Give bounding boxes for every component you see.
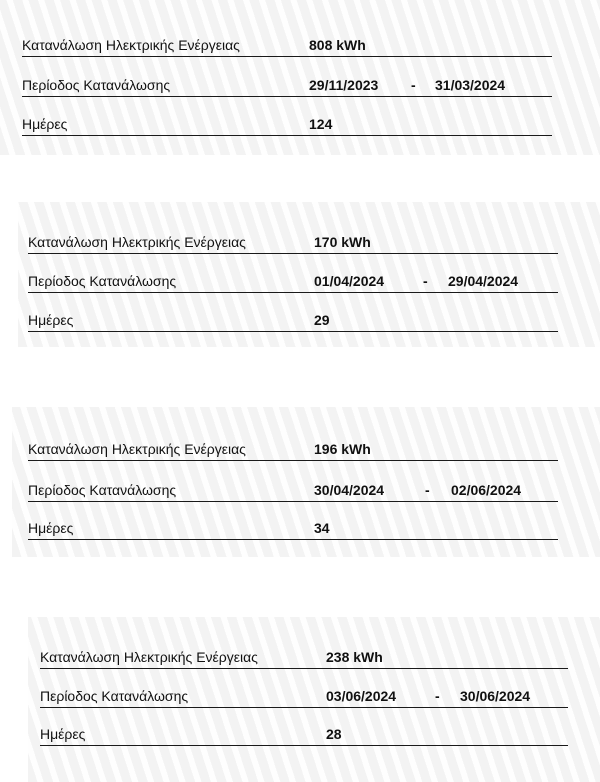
consumption-label: Κατανάλωση Ηλεκτρικής Ενέργειας [40,649,258,665]
days-label: Ημέρες [22,116,68,132]
days-row [22,109,552,136]
period-separator: - [425,482,430,498]
period-end: 29/04/2024 [448,273,519,289]
consumption-value: 170 kWh [314,234,371,250]
consumption-label: Κατανάλωση Ηλεκτρικής Ενέργειας [22,37,240,53]
consumption-label: Κατανάλωση Ηλεκτρικής Ενέργειας [28,441,246,457]
period-row [40,681,568,708]
consumption-row [28,227,558,254]
days-row [28,305,558,332]
period-label: Περίοδος Κατανάλωσης [40,688,189,704]
period-separator: - [435,688,440,704]
days-label: Ημέρες [28,520,74,536]
days-row [40,719,568,746]
consumption-record-2 [18,202,600,347]
consumption-row [28,434,558,461]
consumption-record-4 [28,617,600,782]
period-start: 29/11/2023 [309,77,379,93]
days-value: 34 [314,520,330,536]
period-start: 01/04/2024 [314,273,385,289]
consumption-value: 238 kWh [326,649,383,665]
period-label: Περίοδος Κατανάλωσης [22,77,171,93]
period-separator: - [411,77,416,93]
days-value: 29 [314,312,330,328]
period-row [22,70,552,97]
consumption-record-1 [0,0,600,155]
period-label: Περίοδος Κατανάλωσης [28,482,177,498]
period-start: 03/06/2024 [326,688,397,704]
period-end: 02/06/2024 [451,482,522,498]
consumption-row [40,642,568,669]
period-row [28,475,558,502]
period-end: 31/03/2024 [435,77,506,93]
days-value: 28 [326,726,342,742]
consumption-row [22,30,552,57]
consumption-label: Κατανάλωση Ηλεκτρικής Ενέργειας [28,234,246,250]
days-label: Ημέρες [28,312,74,328]
period-end: 30/06/2024 [460,688,531,704]
consumption-value: 808 kWh [309,37,366,53]
consumption-record-3 [12,407,600,557]
days-label: Ημέρες [40,726,86,742]
consumption-value: 196 kWh [314,441,371,457]
period-start: 30/04/2024 [314,482,385,498]
days-value: 124 [309,116,333,132]
period-label: Περίοδος Κατανάλωσης [28,273,177,289]
period-row [28,266,558,293]
period-separator: - [423,273,428,289]
days-row [28,513,558,540]
